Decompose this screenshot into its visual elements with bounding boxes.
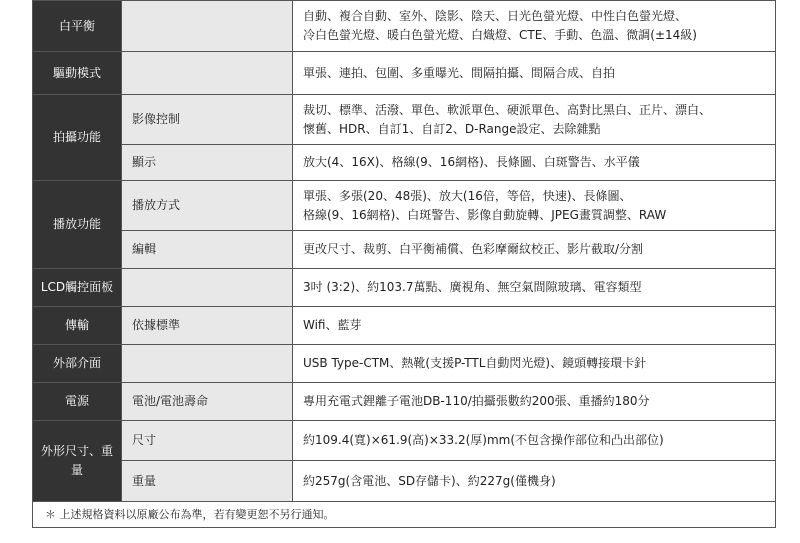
- row-label-lcd: LCD觸控面板: [33, 269, 122, 307]
- value-size: 約109.4(寬)×61.9(高)×33.2(厚)mm(不包含操作部位和凸出部位): [293, 421, 776, 461]
- row-label-shooting: 拍攝功能: [33, 95, 122, 181]
- row-label-power: 電源: [33, 383, 122, 421]
- sub-label-standard: 依據標準: [122, 307, 293, 345]
- table-row: [33, 1, 776, 52]
- value-white-balance: [293, 1, 776, 52]
- value-display: 放大(4、16X)、格線(9、16網格)、長條圖、白斑警告、水平儀: [293, 145, 776, 181]
- row-label-transmission: 傳輸: [33, 307, 122, 345]
- table-row: [33, 95, 776, 145]
- table-row: [33, 269, 776, 307]
- sub-label: [122, 1, 293, 52]
- sub-label-battery: 電池/電池壽命: [122, 383, 293, 421]
- sub-label-weight: 重量: [122, 461, 293, 502]
- value-image-control: [293, 95, 776, 145]
- value-playback-method: [293, 181, 776, 231]
- value-edit: 更改尺寸、裁剪、白平衡補償、色彩摩爾紋校正、影片截取/分割: [293, 231, 776, 269]
- sub-label-edit: 編輯: [122, 231, 293, 269]
- value-interface: USB Type-CTM、熱靴(支援P-TTL自動閃光燈)、鏡頭轉接環卡針: [293, 345, 776, 383]
- value-line: 裁切、標準、活潑、單色、軟派單色、硬派單色、高對比黑白、正片、漂白、: [303, 102, 712, 117]
- value-line: 冷白色螢光燈、暖白色螢光燈、白熾燈、CTE、手動、色溫、微調(±14級): [303, 28, 697, 42]
- value-drive-mode: 單張、連拍、包圍、多重曝光、間隔拍攝、間隔合成、自拍: [293, 52, 776, 95]
- sub-label-playback-method: 播放方式: [122, 181, 293, 231]
- row-label-dimensions: 外形尺寸、重量: [33, 421, 122, 502]
- sub-label: [122, 52, 293, 95]
- row-label-interface: 外部介面: [33, 345, 122, 383]
- table-row: [33, 52, 776, 95]
- value-line: 懷舊、HDR、自訂1、自訂2、D-Range設定、去除雜點: [303, 121, 601, 136]
- spec-table: [32, 0, 776, 502]
- table-row: [33, 181, 776, 231]
- table-row: [33, 145, 776, 181]
- table-row: [33, 421, 776, 461]
- sub-label-size: 尺寸: [122, 421, 293, 461]
- sub-label-image-control: 影像控制: [122, 95, 293, 145]
- value-transmission: Wifi、藍芽: [293, 307, 776, 345]
- value-weight: 約257g(含電池、SD存儲卡)、約227g(僅機身): [293, 461, 776, 502]
- table-row: [33, 307, 776, 345]
- table-row: [33, 231, 776, 269]
- value-power: 專用充電式鋰離子電池DB-110/拍攝張數約200張、重播約180分: [293, 383, 776, 421]
- table-row: [33, 345, 776, 383]
- value-line: 單張、多張(20、48張)、放大(16倍，等倍，快速)、長條圖、: [303, 188, 632, 203]
- footnote: ＊ 上述規格資料以原廠公布為準，若有變更恕不另行通知。: [32, 502, 776, 528]
- value-line: 格線(9、16網格)、白斑警告、影像自動旋轉、JPEG畫質調整、RAW: [303, 207, 667, 222]
- row-label-playback: 播放功能: [33, 181, 122, 269]
- row-label-white-balance: 白平衡: [33, 1, 122, 52]
- sub-label: [122, 269, 293, 307]
- value-line: 自動、複合自動、室外、陰影、陰天、日光色螢光燈、中性白色螢光燈、: [303, 9, 688, 23]
- table-row: [33, 461, 776, 502]
- value-lcd: 3吋 (3:2)、約103.7萬點、廣視角、無空氣間隙玻璃、電容類型: [293, 269, 776, 307]
- row-label-drive-mode: 驅動模式: [33, 52, 122, 95]
- table-row: [33, 383, 776, 421]
- sub-label-display: 顯示: [122, 145, 293, 181]
- sub-label: [122, 345, 293, 383]
